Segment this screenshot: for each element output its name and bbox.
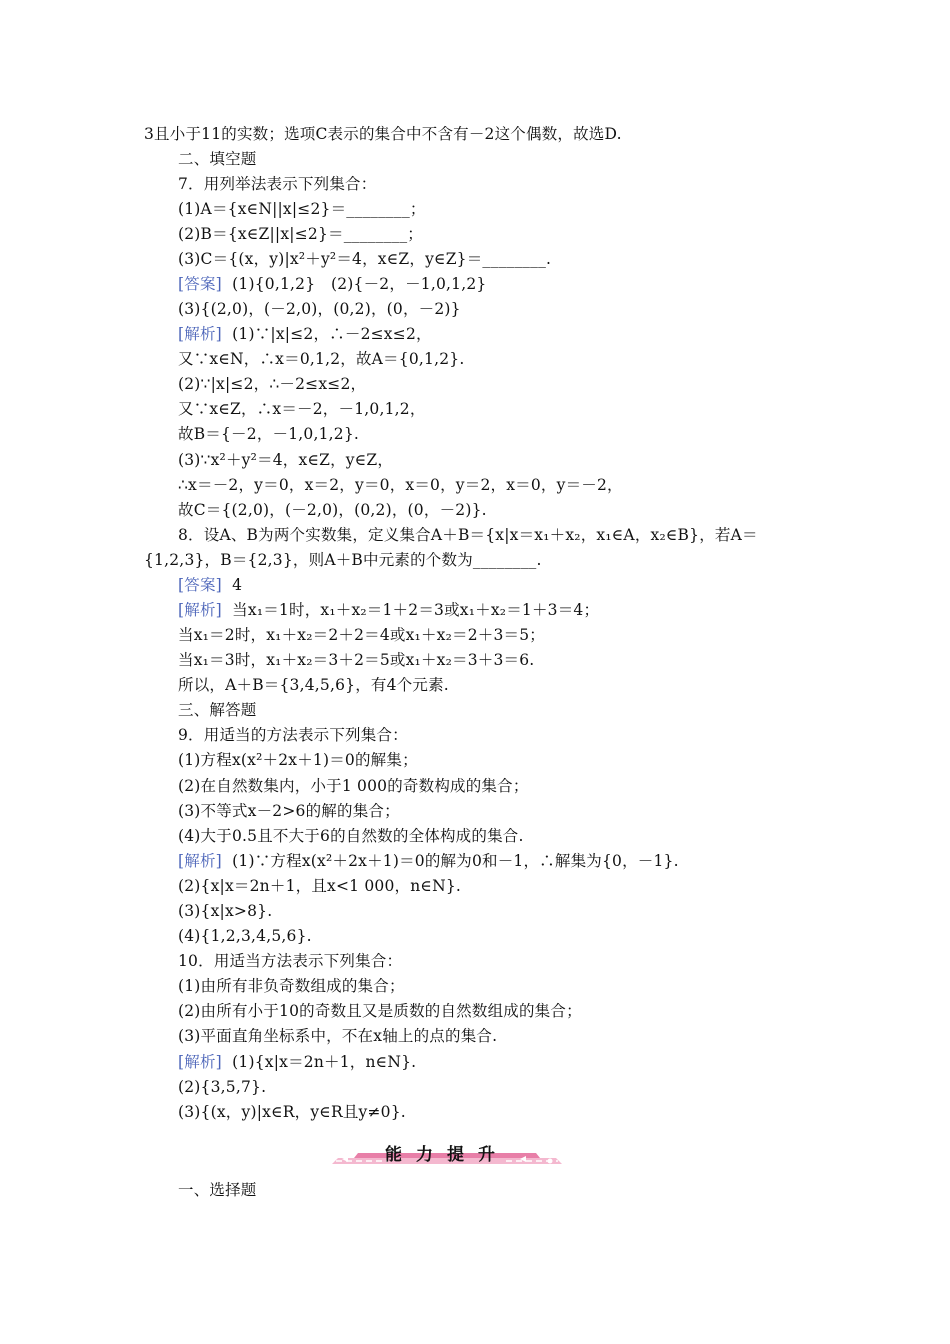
text-line: (3){(2,0)，(－2,0)，(0,2)，(0，－2)} — [178, 300, 461, 318]
text-line: (3){x|x>8}. — [178, 902, 273, 920]
text-line: (2){x|x＝2n＋1，且x<1 000，n∈N}. — [178, 877, 462, 895]
section-heading: 一、选择题 — [178, 1181, 257, 1199]
text-line: ∴x＝－2，y＝0，x＝2，y＝0，x＝0，y＝2，x＝0，y＝－2， — [178, 476, 623, 494]
question-8: 8．设A、B为两个实数集，定义集合A＋B＝{x|x＝x₁＋x₂，x₁∈A，x₂∈B}，若A＝ — [178, 526, 758, 544]
text-line: (1)方程x(x²＋2x＋1)＝0的解集； — [178, 751, 418, 769]
text-line: (3)∵x²＋y²＝4，x∈Z，y∈Z， — [178, 451, 394, 469]
text-line: (4){1,2,3,4,5,6}. — [178, 927, 312, 945]
analysis-text: (1)∵方程x(x²＋2x＋1)＝0的解为0和－1，∴解集为{0，－1}. — [232, 852, 679, 870]
answer-tag: [答案] — [178, 576, 222, 594]
text-line: (3)C＝{(x，y)|x²＋y²＝4，x∈Z，y∈Z}＝________. — [178, 250, 552, 268]
answer-text: 4 — [232, 576, 243, 594]
answer-line — [178, 574, 242, 596]
text-line: 所以，A＋B＝{3,4,5,6}，有4个元素. — [178, 676, 449, 694]
text-line: (3)平面直角坐标系中，不在x轴上的点的集合. — [178, 1027, 498, 1045]
section-heading: 二、填空题 — [178, 150, 257, 168]
text-line: (2)由所有小于10的奇数且又是质数的自然数组成的集合； — [178, 1002, 582, 1020]
answer-tag: [答案] — [178, 275, 222, 293]
analysis-line — [178, 850, 679, 872]
answer-line — [178, 273, 486, 295]
question-7: 7．用列举法表示下列集合： — [178, 175, 377, 193]
text-line: (1)由所有非负奇数组成的集合； — [178, 977, 405, 995]
text-line: (3){(x，y)|x∈R，y∈R且y≠0}. — [178, 1103, 406, 1121]
text-line: 当x₁＝2时，x₁＋x₂＝2＋2＝4或x₁＋x₂＝2＋3＝5； — [178, 626, 546, 644]
text-line: 又∵x∈Z，∴x＝－2，－1,0,1,2， — [178, 400, 426, 418]
text-line: (2)B＝{x∈Z||x|≤2}＝________； — [178, 225, 424, 243]
text-line: (3)不等式x－2>6的解的集合； — [178, 802, 400, 820]
analysis-line — [178, 599, 599, 621]
text-line: 当x₁＝3时，x₁＋x₂＝3＋2＝5或x₁＋x₂＝3＋3＝6. — [178, 651, 535, 669]
text-line: (2)在自然数集内，小于1 000的奇数构成的集合； — [178, 777, 529, 795]
analysis-tag: [解析] — [178, 601, 222, 619]
text-line: 故B＝{－2，－1,0,1,2}. — [178, 425, 360, 443]
text-line: (2){3,5,7}. — [178, 1078, 267, 1096]
analysis-tag: [解析] — [178, 1053, 222, 1071]
question-9: 9．用适当的方法表示下列集合： — [178, 726, 408, 744]
text-line: {1,2,3}，B＝{2,3}，则A＋B中元素的个数为________. — [144, 551, 542, 569]
text-line: (2)∵|x|≤2，∴－2≤x≤2， — [178, 375, 367, 393]
analysis-line — [178, 323, 432, 345]
section-banner — [328, 1136, 566, 1170]
question-10: 10．用适当方法表示下列集合： — [178, 952, 403, 970]
analysis-tag: [解析] — [178, 325, 222, 343]
banner-title: 能力提升 — [385, 1145, 509, 1165]
analysis-text: 当x₁＝1时，x₁＋x₂＝1＋2＝3或x₁＋x₂＝1＋3＝4； — [232, 601, 600, 619]
text-line: 又∵x∈N，∴x＝0,1,2，故A＝{0,1,2}. — [178, 350, 465, 368]
analysis-line — [178, 1051, 416, 1073]
text-line: (1)A＝{x∈N||x|≤2}＝________； — [178, 200, 426, 218]
analysis-tag: [解析] — [178, 852, 222, 870]
text-line: 故C＝{(2,0)，(－2,0)，(0,2)，(0，－2)}. — [178, 501, 487, 519]
answer-text: (1){0,1,2} (2){－2，－1,0,1,2} — [232, 275, 487, 293]
section-heading: 三、解答题 — [178, 701, 257, 719]
text-line: (4)大于0.5且不大于6的自然数的全体构成的集合. — [178, 827, 524, 845]
analysis-text: (1)∵|x|≤2，∴－2≤x≤2， — [232, 325, 432, 343]
text-line: 3且小于11的实数；选项C表示的集合中不含有－2这个偶数，故选D. — [144, 125, 622, 143]
analysis-text: (1){x|x＝2n＋1，n∈N}. — [232, 1053, 417, 1071]
